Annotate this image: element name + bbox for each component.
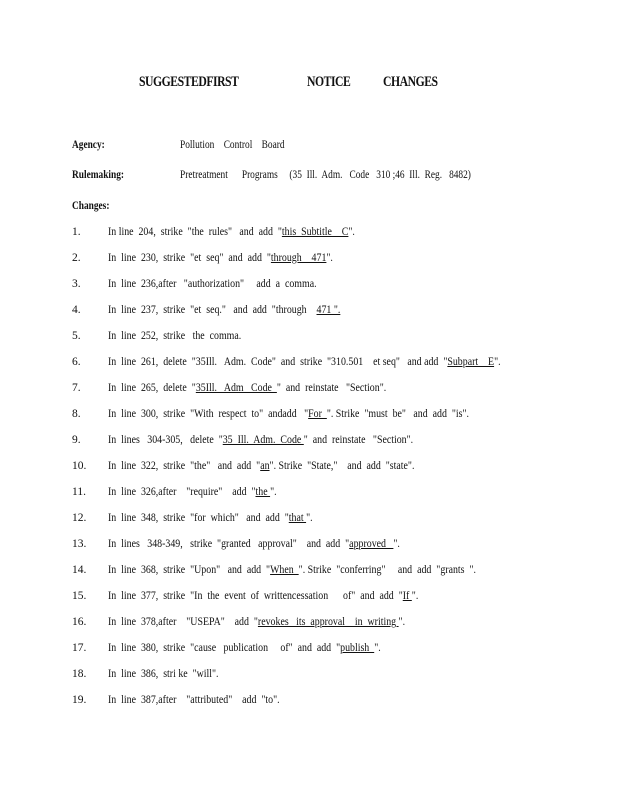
change-text-plain: In line 386, stri ke "will". <box>108 668 219 680</box>
change-item-text <box>108 564 476 576</box>
change-item-number: 9. <box>72 434 81 446</box>
change-text-plain: In line 326,after "require" add " <box>108 486 256 498</box>
title-part-3: CHANGES <box>383 74 438 90</box>
change-text-plain: In line 377, strike "In the event of writtencessation of" and add " <box>108 590 403 602</box>
change-item-text <box>108 642 381 654</box>
change-text-inserted: If <box>402 590 412 602</box>
change-item-number: 2. <box>72 252 81 264</box>
change-text-plain: In line 237, strike "et seq." and add "through <box>108 304 317 316</box>
change-item-number: 3. <box>72 278 81 290</box>
change-item-text <box>108 408 469 420</box>
change-text-inserted: 35 Ill. Adm. Code <box>222 434 304 446</box>
change-text-tail: ". <box>411 590 419 602</box>
change-item-number: 5. <box>72 330 81 342</box>
change-text-plain: In line 368, strike "Upon" and add " <box>108 564 271 576</box>
change-text-inserted: For <box>308 408 327 420</box>
change-item-text <box>108 252 333 264</box>
change-text-inserted: through 471 <box>270 252 327 264</box>
change-text-tail: " and reinstate "Section". <box>276 382 387 394</box>
agency-label: Agency: <box>72 137 105 151</box>
change-text-tail: ". Strike "State," and add "state". <box>269 460 415 472</box>
rulemaking-label: Rulemaking: <box>72 167 125 181</box>
title-part-1: SUGGESTEDFIRST <box>139 74 239 90</box>
change-text-plain: In line 204, strike "the rules" and add " <box>108 226 282 238</box>
change-text-inserted: publish <box>340 642 375 654</box>
change-item-number: 18. <box>72 668 87 680</box>
change-item-text <box>108 226 355 238</box>
change-item-text <box>108 486 277 498</box>
change-text-tail: ". <box>306 512 313 524</box>
change-text-plain: In line 230, strike "et seq" and add " <box>108 252 271 264</box>
change-item-text <box>108 538 400 550</box>
change-text-inserted: Subpart E <box>447 356 495 368</box>
change-text-tail: ". <box>393 538 400 550</box>
rulemaking-value: Pretreatment Programs (35 Ill. Adm. Code 310 ;46 Ill. Reg. 8482) <box>180 167 471 181</box>
change-item-text <box>108 330 241 342</box>
change-item-number: 8. <box>72 408 81 420</box>
change-text-plain: In line 300, strike "With respect to" andadd " <box>108 408 309 420</box>
change-item-text <box>108 694 280 706</box>
change-text-plain: In line 265, delete " <box>108 382 196 394</box>
change-text-tail: ". <box>374 642 381 654</box>
change-item-number: 12. <box>72 512 87 524</box>
change-item-number: 17. <box>72 642 87 654</box>
change-item-text <box>108 356 501 368</box>
title-part-2: NOTICE <box>307 74 351 90</box>
change-text-tail: ". Strike "conferring" and add "grants ". <box>298 564 476 576</box>
change-text-tail: ". <box>398 616 406 628</box>
change-text-plain: In line 252, strike the comma. <box>108 330 242 342</box>
change-item-text <box>108 512 313 524</box>
change-item-number: 15. <box>72 590 87 602</box>
change-text-plain: In line 236,after "authorization" add a comma. <box>108 278 317 290</box>
change-text-plain: In line 261, delete "35Ill. Adm. Code" and strike "310.501 et seq" and add " <box>108 356 448 368</box>
change-item-number: 19. <box>72 694 87 706</box>
change-text-inserted: 35Ill. Adm Code <box>195 382 277 394</box>
change-text-tail: ". <box>494 356 501 368</box>
change-item-number: 10. <box>72 460 87 472</box>
change-text-plain: In line 322, strike "the" and add " <box>108 460 261 472</box>
change-text-plain: In lines 304-305, delete " <box>108 434 223 446</box>
change-text-inserted: 471 ". <box>316 304 341 316</box>
change-item-number: 1. <box>72 226 81 238</box>
change-text-plain: In line 387,after "attributed" add "to". <box>108 694 280 706</box>
change-item-text <box>108 278 317 290</box>
change-text-tail: ". Strike "must be" and add "is". <box>326 408 469 420</box>
change-item-text <box>108 382 386 394</box>
changes-label: Changes: <box>72 198 110 212</box>
change-item-number: 16. <box>72 616 87 628</box>
change-text-inserted: this Subtitle C <box>281 226 349 238</box>
change-item-number: 4. <box>72 304 81 316</box>
change-item-number: 14. <box>72 564 87 576</box>
change-item-number: 7. <box>72 382 81 394</box>
change-item-text <box>108 304 340 316</box>
change-text-inserted: approved <box>349 538 394 550</box>
change-text-plain: In line 380, strike "cause publication of" and add " <box>108 642 341 654</box>
change-text-inserted: When <box>270 564 299 576</box>
change-item-text <box>108 434 413 446</box>
change-item-number: 6. <box>72 356 81 368</box>
change-text-inserted: the <box>255 486 271 498</box>
change-text-tail: " and reinstate "Section". <box>303 434 414 446</box>
change-item-number: 13. <box>72 538 87 550</box>
change-text-tail: ". <box>348 226 355 238</box>
change-text-plain: In line 378,after "USEPA" add " <box>108 616 258 628</box>
change-item-text <box>108 460 414 472</box>
change-item-number: 11. <box>72 486 86 498</box>
change-text-plain: In line 348, strike "for which" and add " <box>108 512 289 524</box>
change-item-text <box>108 616 405 628</box>
change-text-inserted: that <box>288 512 307 524</box>
change-text-inserted: revokes its approval in writing <box>257 616 399 628</box>
agency-value: Pollution Control Board <box>180 137 285 151</box>
change-text-tail: ". <box>326 252 333 264</box>
change-text-tail: ". <box>270 486 277 498</box>
change-text-inserted: an <box>260 460 270 472</box>
change-item-text <box>108 668 219 680</box>
change-item-text <box>108 590 418 602</box>
change-text-plain: In lines 348-349, strike "granted approval" and add " <box>108 538 350 550</box>
